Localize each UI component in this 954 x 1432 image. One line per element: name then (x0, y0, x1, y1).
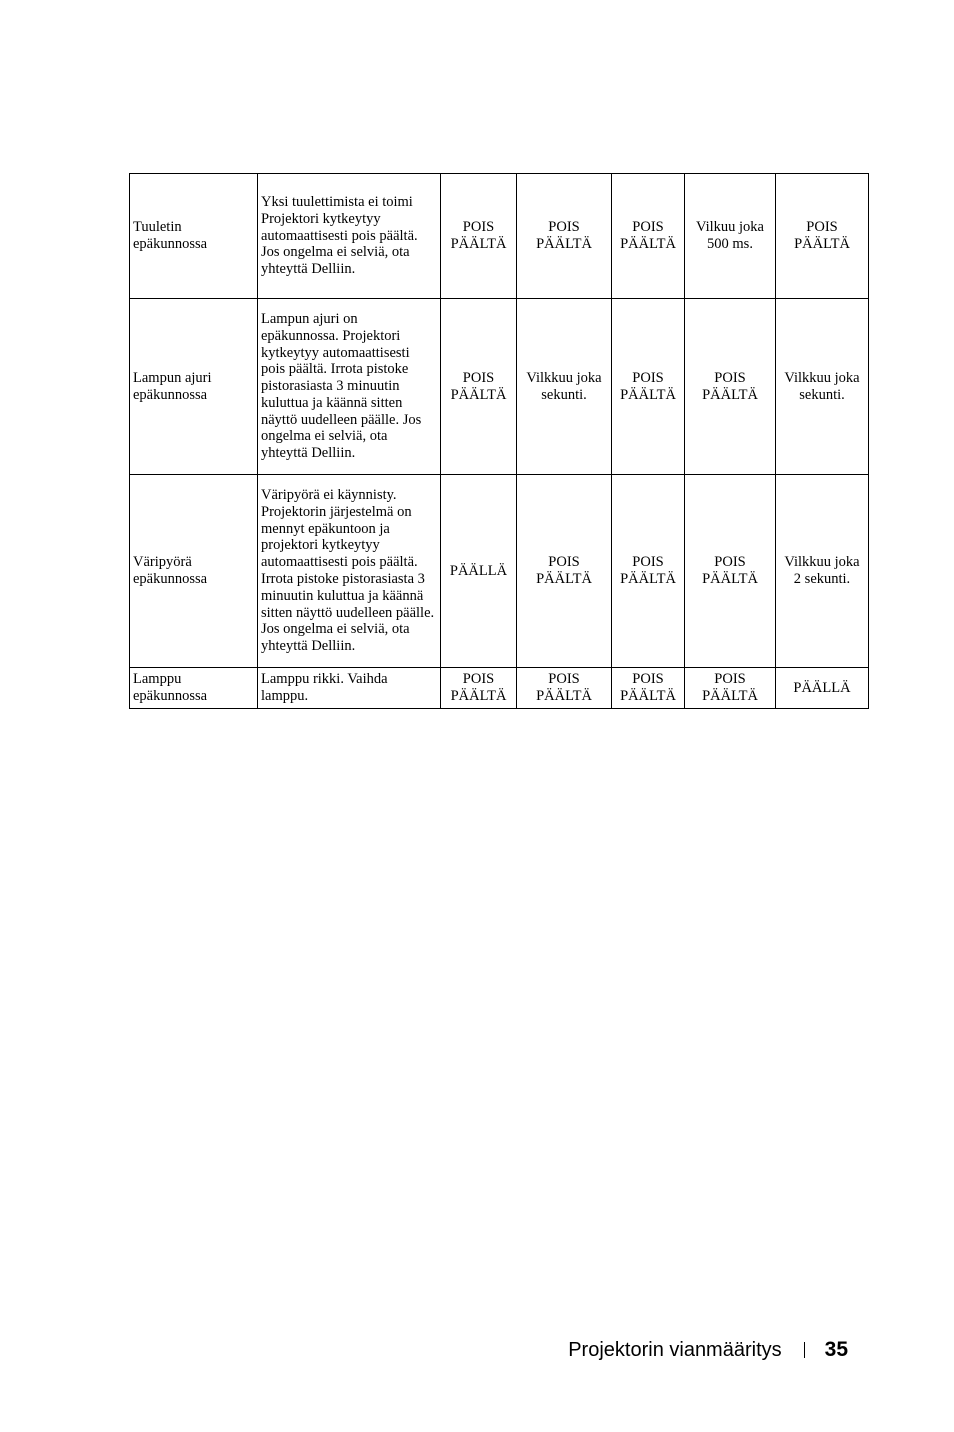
description-text: Yksi tuulettimista ei toimi Projektori kytkeytyy automaattisesti pois päältä. Jos ongelma ei selviä, ota yhteyttä Delliin. (261, 194, 418, 278)
indicator-state-cell (685, 668, 776, 709)
indicator-state-cell (685, 174, 776, 299)
description-cell (258, 299, 441, 475)
table-row (130, 475, 869, 668)
indicator-state-cell (517, 668, 612, 709)
indicator-state-cell (441, 475, 517, 668)
problem-cell (130, 174, 258, 299)
indicator-state-cell (612, 174, 685, 299)
problem-text: Väripyörä epäkunnossa (133, 554, 208, 587)
problem-text: Tuuletin epäkunnossa (133, 219, 208, 252)
table-body (130, 174, 869, 709)
problem-text: Lampun ajuri epäkunnossa (133, 369, 212, 403)
footer-section-title: Projektorin vianmääritys (568, 1338, 782, 1361)
indicator-state-cell (776, 174, 869, 299)
indicator-state-text: Vilkkuu joka sekunti. (526, 369, 602, 403)
indicator-state-text: PÄÄLLÄ (449, 562, 508, 579)
indicator-state-text: POIS PÄÄLTÄ (702, 369, 758, 403)
indicator-state-text: Vilkkuu joka sekunti. (784, 369, 860, 403)
indicator-state-text: POIS PÄÄLTÄ (450, 369, 507, 403)
indicator-state-text: POIS PÄÄLTÄ (536, 671, 592, 704)
description-cell (258, 475, 441, 668)
error-status-table (129, 173, 869, 709)
table-row (130, 668, 869, 709)
page-number: 35 (824, 1338, 848, 1361)
description-cell (258, 174, 441, 299)
indicator-state-cell (612, 475, 685, 668)
indicator-state-text: PÄÄLLÄ (793, 679, 851, 696)
indicator-state-cell (441, 299, 517, 475)
indicator-state-cell (612, 668, 685, 709)
indicator-state-cell (517, 299, 612, 475)
footer-divider (804, 1342, 805, 1358)
indicator-state-text: Vilkkuu joka 2 sekunti. (784, 554, 860, 587)
description-cell (258, 668, 441, 709)
table-row (130, 174, 869, 299)
description-text: Lampun ajuri on epäkunnossa. Projektori kytkeytyy automaattisesti pois päältä. Irrota pistoke pistorasiasta 3 minuutin kuluttua ja käännä sitten näyttö uudelleen päälle. Jos ongelma ei selviä, ota yhteyttä Delliin. (261, 310, 422, 462)
indicator-state-cell (685, 475, 776, 668)
problem-cell (130, 668, 258, 709)
indicator-state-text: POIS PÄÄLTÄ (620, 671, 676, 704)
indicator-state-text: POIS PÄÄLTÄ (450, 671, 507, 704)
description-text: Lamppu rikki. Vaihda lamppu. (261, 671, 388, 704)
indicator-state-text: POIS PÄÄLTÄ (620, 369, 676, 403)
indicator-state-text: POIS PÄÄLTÄ (702, 671, 758, 704)
indicator-state-cell (441, 174, 517, 299)
indicator-state-cell (776, 299, 869, 475)
indicator-state-text: POIS PÄÄLTÄ (620, 554, 676, 587)
indicator-state-cell (612, 299, 685, 475)
indicator-state-text: POIS PÄÄLTÄ (450, 219, 507, 252)
problem-text: Lamppu epäkunnossa (133, 671, 208, 704)
description-text: Väripyörä ei käynnisty. Projektorin järjestelmä on mennyt epäkuntoon ja projektori kytkeytyy automaattisesti pois päältä. Irrota pistoke pistorasiasta 3 minuutin kuluttua ja käännä sitten näyttö uudelleen päälle. Jos ongelma ei selviä, ota yhteyttä Delliin. (261, 487, 435, 655)
problem-cell (130, 475, 258, 668)
indicator-state-text: POIS PÄÄLTÄ (702, 554, 758, 587)
page-footer (568, 1338, 848, 1362)
indicator-state-cell (776, 668, 869, 709)
indicator-state-cell (441, 668, 517, 709)
problem-cell (130, 299, 258, 475)
indicator-state-cell (685, 299, 776, 475)
indicator-state-text: POIS PÄÄLTÄ (794, 219, 850, 252)
indicator-state-text: POIS PÄÄLTÄ (536, 219, 592, 252)
indicator-state-cell (517, 475, 612, 668)
indicator-state-text: POIS PÄÄLTÄ (620, 219, 676, 252)
indicator-state-cell (517, 174, 612, 299)
indicator-state-cell (776, 475, 869, 668)
indicator-state-text: POIS PÄÄLTÄ (536, 554, 592, 587)
table-row (130, 299, 869, 475)
indicator-state-text: Vilkuu joka 500 ms. (696, 219, 764, 252)
